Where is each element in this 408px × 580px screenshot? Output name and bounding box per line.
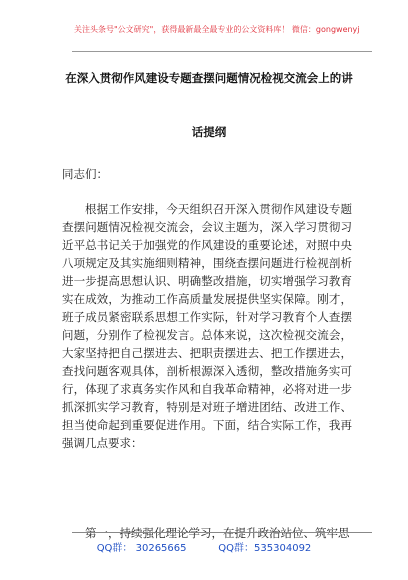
header-promo-text: 关注头条号"公文研究"，获得最新最全最专业的公文资料库！ 微信：gongwenyj xyxy=(74,25,360,34)
salutation: 同志们： xyxy=(62,167,108,181)
page-header xyxy=(72,8,372,52)
body-paragraph-2: 第一，持续强化理论学习，在提升政治站位、筑牢思 xyxy=(85,526,350,540)
body-paragraph-1: 根据工作安排，今天组织召开深入贯彻作风建设专题查摆问题情况检视交流会，会议主题为，深入学习贯彻习近平总书记关于加强党的作风建设的重要论述，对照中央八项规定及其实施细则精神，围绕查摆问题进行检视剖析进一步提高思想认识、明确整改措施，切实增强学习教育实在成效，为推动工作高质量发展提供坚实保障。刚才，班子成员紧密联系思想工作实际，针对学习教育个人查摆问题，分别作了检视发言。总体来说，这次检视交流会，大家坚持把自己摆进去、把职责摆进去、把工作摆进去，查找问题客观具体，剖析根源深入透彻，整改措施务实可行，体现了求真务实作风和自我革命精神，必将对进一步抓深抓实学习教育，特别是对班子增进团结、改进工作、担当使命起到重要促进作用。下面，结合实际工作，我再强调几点要求： xyxy=(62,202,352,450)
footer-divider xyxy=(72,532,372,533)
document-title-line-2: 话提纲 xyxy=(191,125,227,139)
page-footer xyxy=(0,532,408,580)
document-title-line-1: 在深入贯彻作风建设专题查摆问题情况检视交流会上的讲 xyxy=(65,71,353,85)
footer-qq-groups: QQ群： 30265665 QQ群：535304092 xyxy=(96,543,312,554)
